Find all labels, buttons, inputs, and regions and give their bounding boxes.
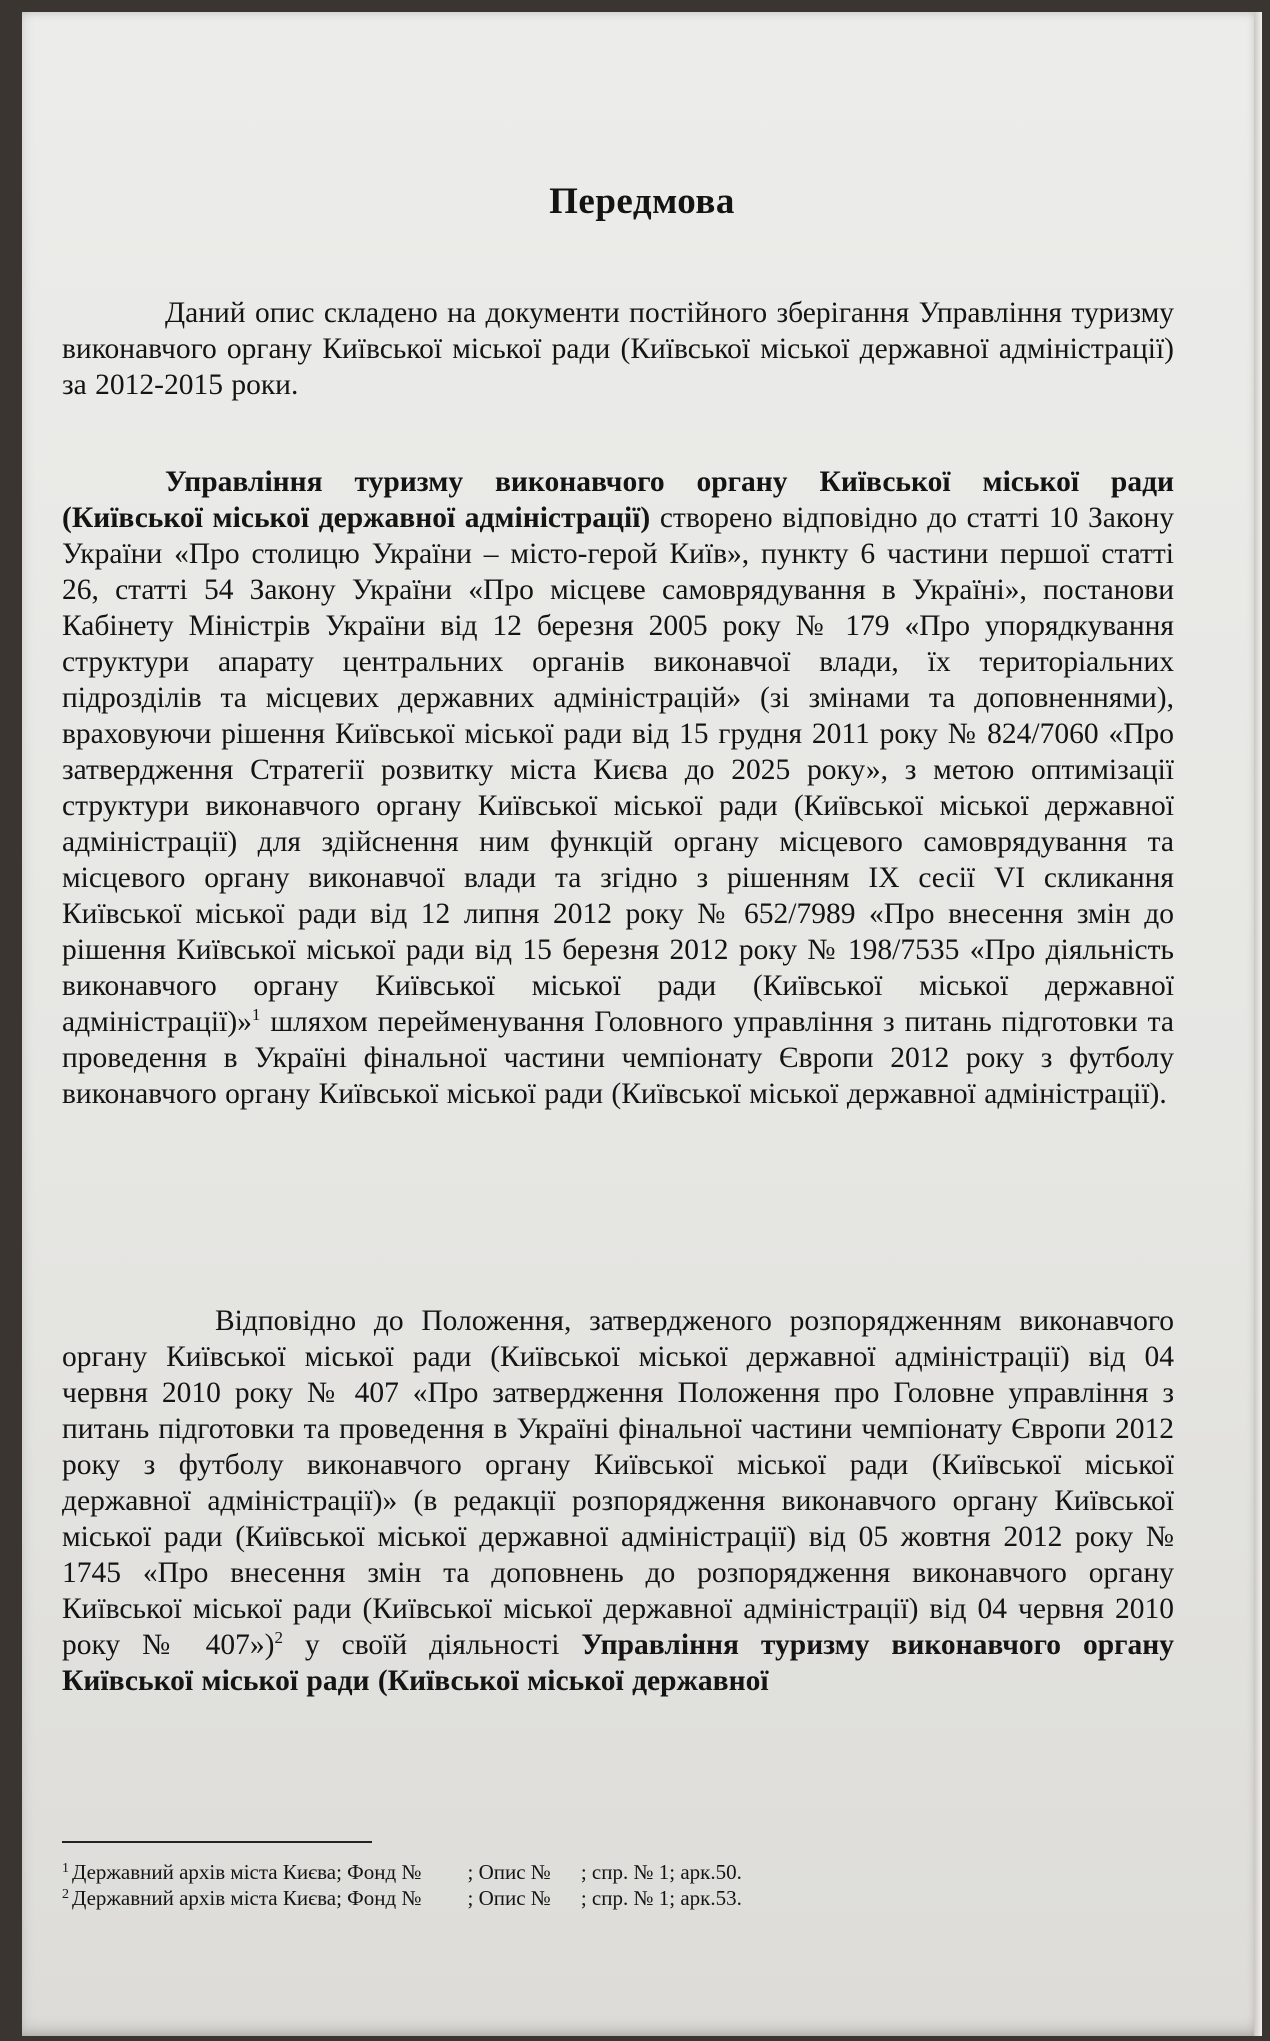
intro-paragraph: Даний опис складено на документи постійного зберігання Управління туризму виконавчого органу Київської міської ради (Київської міської державної адміністрації) за 2012-2015 роки. [62, 297, 1174, 401]
paragraph-text-continued: у своїй діяльності [283, 1629, 582, 1661]
paragraph-bold-lead: Управління туризму виконавчого органу Київської міської ради (Київської міської державної адміністрації) [62, 466, 1174, 534]
paragraph-text: створено відповідно до статті 10 Закону України «Про столицю України – місто-герой Київ», пункту 6 частини першої статті 26, статті 54 Закону України «Про місцеве самоврядування в Україні», постанови Кабінету Міністрів України від 12 березня 2005 року № 179 «Про упорядкування структури апарату центральних органів виконавчої влади, їх територіальних підрозділів та місцевих державних адміністрацій» (зі змінами та доповненнями), враховуючи рішення Київської міської ради від 15 грудня 2011 року № 824/7060 «Про затвердження Стратегії розвитку міста Києва до 2025 року», з метою оптимізації структури виконавчого органу Київської міської ради (Київської міської державної адміністрації) для здійснення ним функцій органу місцевого самоврядування та місцевого органу виконавчої влади та згідно з рішенням IX сесії VI скликання Київської міської ради від 12 липня 2012 року № 652/7989 «Про внесення змін до рішення Київської міської ради від 15 березня 2012 року № 198/7535 «Про діяльність виконавчого органу Київської міської ради (Київської міської державної адміністрації)» [62, 502, 1174, 1038]
page-edge [1254, 12, 1262, 2036]
footnote-mark: 1 [62, 1861, 69, 1876]
regulation-paragraph [62, 1303, 1174, 1699]
footnote-inventory: ; Опис № [467, 1860, 551, 1884]
footnote-ref: 2 [274, 1628, 284, 1648]
footnote-mark: 2 [62, 1887, 69, 1902]
footnote-archive: Державний архів міста Києва; Фонд № [72, 1886, 422, 1910]
paragraph-text-continued: шляхом перейменування Головного управління з питань підготовки та проведення в Україні фінальної частини чемпіонату Європи 2012 року з футболу виконавчого органу Київської міської ради (Київської міської державної адміністрації). [62, 1006, 1174, 1110]
footnote [62, 1886, 742, 1914]
footnote-separator [62, 1841, 372, 1843]
footnote-rest: ; спр. № 1; арк.53. [580, 1886, 742, 1910]
footnote-rest: ; спр. № 1; арк.50. [580, 1860, 742, 1884]
footnote-ref: 1 [251, 1005, 261, 1025]
footnote [62, 1860, 742, 1888]
document-page [22, 12, 1262, 2036]
paragraph-bold-tail: Управління туризму виконавчого органу Київської міської ради (Київської міської державної [62, 1629, 1174, 1697]
establishment-paragraph [62, 464, 1174, 1112]
footnote-archive: Державний архів міста Києва; Фонд № [72, 1860, 422, 1884]
footnote-inventory: ; Опис № [467, 1886, 551, 1910]
page-title: Передмова [549, 181, 735, 222]
paragraph-text: Відповідно до Положення, затвердженого розпорядженням виконавчого органу Київської міської ради (Київської міської державної адміністрації) від 04 червня 2010 року № 407 «Про затвердження Положення про Головне управління з питань підготовки та проведення в Україні фінальної частини чемпіонату Європи 2012 року з футболу виконавчого органу Київської міської ради (Київської міської державної адміністрації)» (в редакції розпорядження виконавчого органу Київської міської ради (Київської міської державної адміністрації) від 05 жовтня 2012 року № 1745 «Про внесення змін та доповнень до розпорядження виконавчого органу Київської міської ради (Київської міської державної адміністрації) від 04 червня 2010 року № 407») [62, 1305, 1174, 1661]
